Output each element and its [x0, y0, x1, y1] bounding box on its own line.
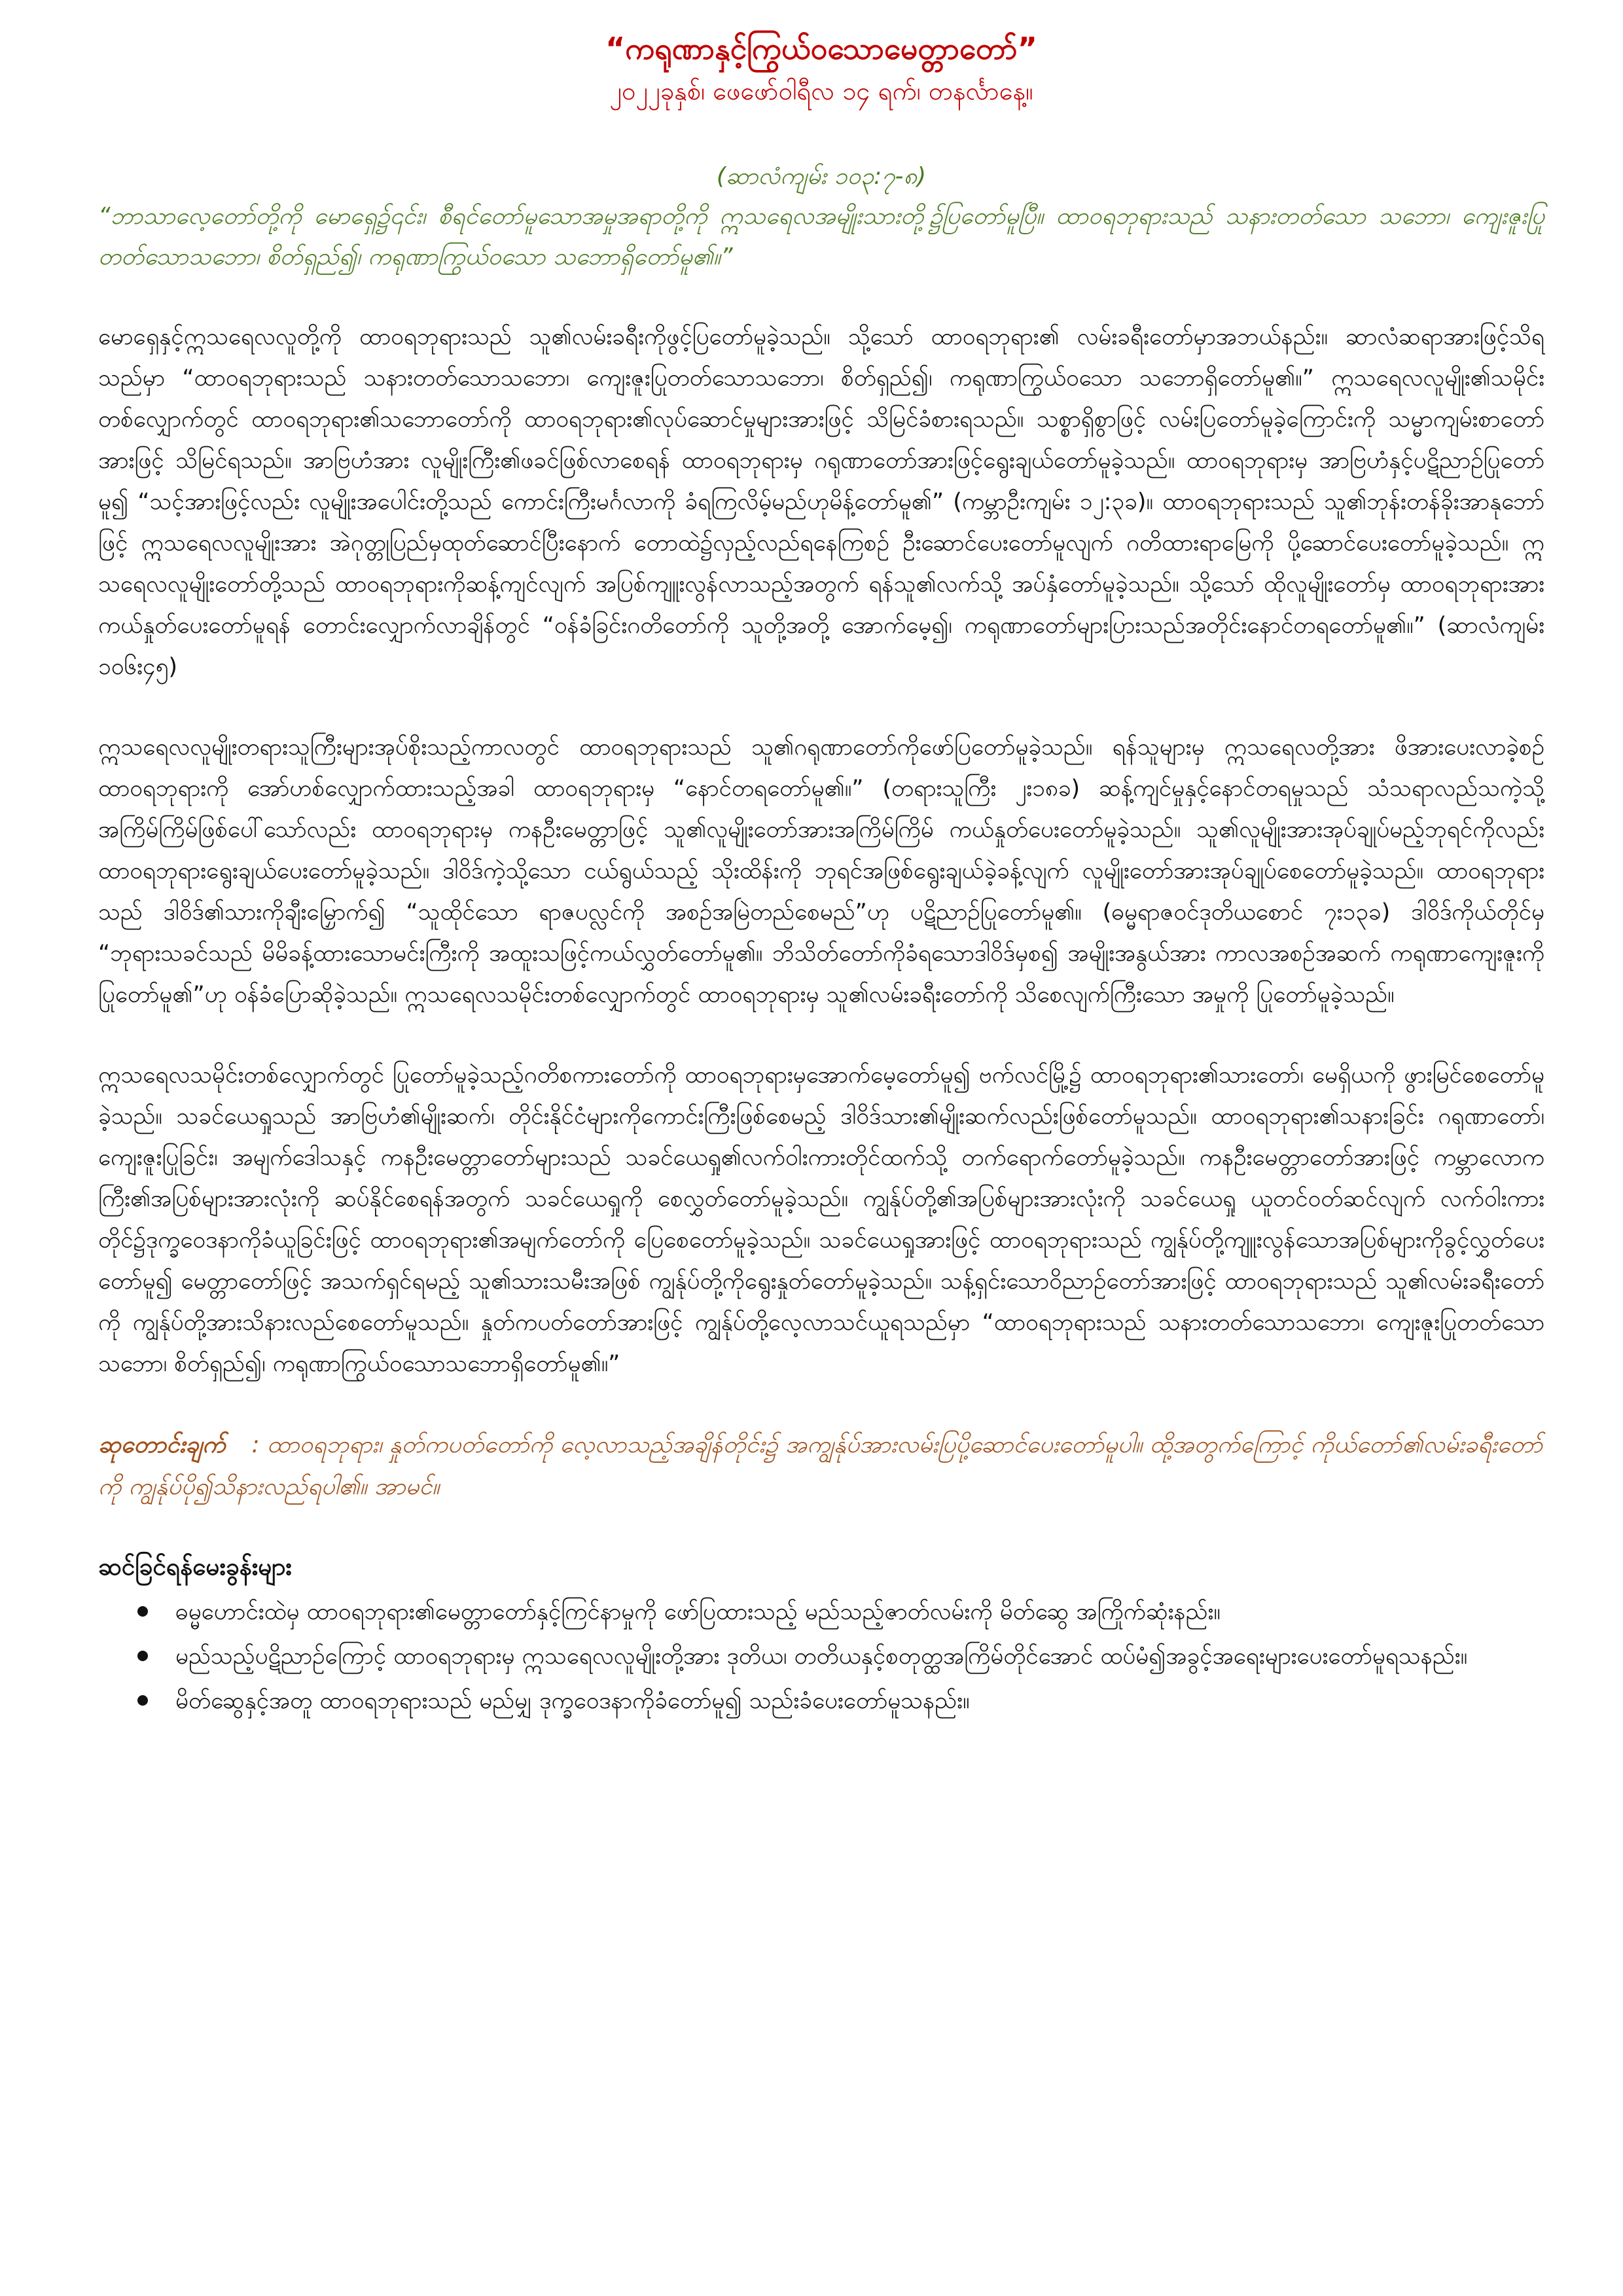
prayer: [98, 1424, 1544, 1508]
prayer-text: : ထာဝရဘုရား၊ နှုတ်ကပတ်တော်ကို လေ့လာသည့်အချိန်တိုင်း၌ အကျွန်ုပ်အားလမ်းပြပို့ဆောင်ပေးတော်မူပါ။ ထို့အတွက်ကြောင့် ကိုယ်တော်၏လမ်းခရီးတော်ကို ကျွန်ုပ်ပို၍သိနားလည်ရပါ၏။ အာမင်။: [98, 1431, 1543, 1500]
body-paragraph-1: မောရှေနှင့်ဣသရေလလူတို့ကို ထာဝရဘုရားသည် သူ၏လမ်းခရီးကိုဖွင့်ပြတော်မူခဲ့သည်။ သို့သော် ထာဝရဘုရား၏ လမ်းခရီးတော်မှာအဘယ်နည်း။ ဆာလံဆရာအားဖြင့်သိရသည်မှာ “ထာဝရဘုရားသည် သနားတတ်သောသဘော၊ ကျေးဇူးပြုတတ်သောသဘော၊ စိတ်ရှည်၍၊ ကရုဏာကြွယ်ဝသော သဘောရှိတော်မူ၏။” ဣသရေလလူမျိုး၏သမိုင်းတစ်လျှောက်တွင် ထာဝရဘုရား၏သဘောတော်ကို ထာဝရဘုရား၏လုပ်ဆောင်မှုများအားဖြင့် သိမြင်ခံစားရသည်။ သစ္စာရှိစွာဖြင့် လမ်းပြတော်မူခဲ့ကြောင်းကို သမ္မာကျမ်းစာတော်အားဖြင့် သိမြင်ရသည်။ အာဗြဟံအား လူမျိုးကြီး၏ဖခင်ဖြစ်လာစေရန် ထာဝရဘုရားမှ ဂရုဏာတော်အားဖြင့်ရွေးချယ်တော်မူခဲ့သည်။ ထာဝရဘုရားမှ အာဗြဟံနှင့်ပဋိညာဉ်ပြုတော်မူ၍ “သင့်အားဖြင့်လည်း လူမျိုးအပေါင်းတို့သည် ကောင်းကြီးမင်္ဂလာကို ခံရကြလိမ့်မည်ဟုမိန့်တော်မူ၏” (ကမ္ဘာဦးကျမ်း ၁၂:၃ခ)။ ထာဝရဘုရားသည် သူ၏ဘုန်းတန်ခိုးအာနုဘော်ဖြင့် ဣသရေလလူမျိုးအား အဲဂုတ္တုပြည်မှထုတ်ဆောင်ပြီးနောက် တောထဲ၌လှည့်လည်ရနေကြစဉ် ဦးဆောင်ပေးတော်မူလျက် ဂတိထားရာမြေကို ပို့ဆောင်ပေးတော်မူခဲ့သည်။ ဣသရေလလူမျိုးတော်တို့သည် ထာဝရဘုရားကိုဆန့်ကျင်လျက် အပြစ်ကျူးလွန်လာသည့်အတွက် ရန်သူ၏လက်သို့ အပ်နှံတော်မူခဲ့သည်။ သို့သော် ထိုလူမျိုးတော်မှ ထာဝရဘုရားအားကယ်နှုတ်ပေးတော်မူရန် တောင်းလျှောက်လာချိန်တွင် “ဝန်ခံခြင်းဂတိတော်ကို သူတို့အတို့ အောက်မေ့၍၊ ကရုဏာတော်များပြားသည်အတိုင်းနောင်တရတော်မူ၏။” (ဆာလံကျမ်း ၁၀၆း၄၅): [98, 324, 1544, 680]
verse-text: “ဘာသာလေ့တော်တို့ကို မောရှေ၌၎င်း၊ စီရင်တော်မူသောအမှုအရာတို့ကို ဣသရေလအမျိုးသားတို့၌ပြတော်မူပြီ။ ထာဝရဘုရားသည် သနားတတ်သော သဘော၊ ကျေးဇူးပြုတတ်သောသဘော၊ စိတ်ရှည်၍၊ ကရုဏာကြွယ်ဝသော သဘောရှိတော်မူ၏။”: [98, 203, 1544, 270]
page-title: “ကရုဏာနှင့်ကြွယ်ဝသောမေတ္တာတော်”: [605, 31, 1037, 66]
date-line: ၂၀၂၂ခုနှစ်၊ ဖေဖော်ဝါရီလ ၁၄ ရက်၊ တနင်္လာနေ့။: [609, 77, 1033, 105]
question-text: မည်သည့်ပဋိညာဉ်ကြောင့် ထာဝရဘုရားမှ ဣသရေလလူမျိုးတို့အား ဒုတိယ၊ တတိယနှင့်စတုတ္ထအကြိမ်တိုင်အောင် ထပ်မံ၍အခွင့်အရေးများပေးတော်မူရသနည်း။: [175, 1643, 1468, 1670]
bullet-icon: [137, 1651, 148, 1661]
body-paragraph-3: ဣသရေလသမိုင်းတစ်လျှောက်တွင် ပြုတော်မူခဲ့သည့်ဂတိစကားတော်ကို ထာဝရဘုရားမှအောက်မေ့တော်မူ၍ ဗက်လင်မြို့၌ ထာဝရဘုရား၏သားတော်၊ မေရှိယကို ဖွားမြင်စေတော်မူခဲ့သည်။ သခင်ယေရှုသည် အာဗြဟံ၏မျိုးဆက်၊ တိုင်းနိုင်ငံများကိုကောင်းကြီးဖြစ်စေမည့် ဒါဝိဒ်သား၏မျိုးဆက်လည်းဖြစ်တော်မူသည်။ ထာဝရဘုရား၏သနားခြင်း ဂရုဏာတော်၊ ကျေးဇူးပြုခြင်း၊ အမျက်ဒေါသနှင့် ကနဦးမေတ္တာတော်များသည် သခင်ယေရှု၏လက်ဝါးကားတိုင်ထက်သို့ တက်ရောက်တော်မူခဲ့သည်။ ကနဦးမေတ္တာတော်အားဖြင့် ကမ္ဘာလောကကြီး၏အပြစ်များအားလုံးကို ဆပ်နိုင်စေရန်အတွက် သခင်ယေရှုကို စေလွှတ်တော်မူခဲ့သည်။ ကျွန်ုပ်တို့၏အပြစ်များအားလုံးကို သခင်ယေရှု ယူတင်ဝတ်ဆင်လျက် လက်ဝါးကားတိုင်၌ဒုက္ခဝေဒနာကိုခံယူခြင်းဖြင့် ထာဝရဘုရား၏အမျက်တော်ကို ပြေစေတော်မူခဲ့သည်။ သခင်ယေရှုအားဖြင့် ထာဝရဘုရားသည် ကျွန်ုပ်တို့ကျူးလွန်သောအပြစ်များကိုခွင့်လွှတ်ပေးတော်မူ၍ မေတ္တာတော်ဖြင့် အသက်ရှင်ရမည့် သူ၏သားသမီးအဖြစ် ကျွန်ုပ်တို့ကိုရွေးနှုတ်တော်မူခဲ့သည်။ သန့်ရှင်းသောဝိညာဉ်တော်အားဖြင့် ထာဝရဘုရားသည် သူ၏လမ်းခရီးတော်ကို ကျွန်ုပ်တို့အားသိနားလည်စေတော်မူသည်။ နှုတ်ကပတ်တော်အားဖြင့် ကျွန်ုပ်တို့လေ့လာသင်ယူရသည်မှာ “ထာဝရဘုရားသည် သနားတတ်သောသဘော၊ ကျေးဇူးပြုတတ်သောသဘော၊ စိတ်ရှည်၍၊ ကရုဏာကြွယ်ဝသောသဘောရှိတော်မူ၏။”: [98, 1062, 1544, 1377]
question-item: [137, 1681, 1544, 1721]
question-item: [137, 1592, 1544, 1632]
verse-reference: (ဆာလံကျမ်း ၁၀၃:၇-၈): [716, 163, 927, 190]
question-item: [137, 1636, 1544, 1677]
bullet-icon: [137, 1695, 148, 1706]
question-text: မိတ်ဆွေနှင့်အတူ ထာဝရဘုရားသည် မည်မျှ ဒုက္ခဝေဒနာကိုခံတော်မူ၍ သည်းခံပေးတော်မူသနည်း။: [175, 1688, 970, 1714]
bullet-icon: [137, 1606, 148, 1617]
prayer-label: ဆုတောင်းချက်: [98, 1431, 226, 1458]
body-paragraph-2: ဣသရေလလူမျိုးတရားသူကြီးများအုပ်စိုးသည့်ကာလတွင် ထာဝရဘုရားသည် သူ၏ဂရုဏာတော်ကိုဖော်ပြတော်မူခဲ့သည်။ ရန်သူများမှ ဣသရေလတို့အား ဖိအားပေးလာခဲ့စဉ် ထာဝရဘုရားကို အော်ဟစ်လျှောက်ထားသည့်အခါ ထာဝရဘုရားမှ “နောင်တရတော်မူ၏။” (တရားသူကြီး ၂း၁၈ခ) ဆန့်ကျင်မှုနှင့်နောင်တရမှုသည် သံသရာလည်သကဲ့သို့ အကြိမ်ကြိမ်ဖြစ်ပေါ်သော်လည်း ထာဝရဘုရားမှ ကနဦးမေတ္တာဖြင့် သူ၏လူမျိုးတော်အားအကြိမ်ကြိမ် ကယ်နှုတ်ပေးတော်မူခဲ့သည်။ သူ၏လူမျိုးအားအုပ်ချုပ်မည့်ဘုရင်ကိုလည်း ထာဝရဘုရားရွေးချယ်ပေးတော်မူခဲ့သည်။ ဒါဝိဒ်ကဲ့သို့သော ငယ်ရွယ်သည့် သိုးထိန်းကို ဘုရင်အဖြစ်ရွေးချယ်ခဲ့ခန့်လျက် လူမျိုးတော်အားအုပ်ချုပ်စေတော်မူခဲ့သည်။ ထာဝရဘုရားသည် ဒါဝိဒ်၏သားကိုချီးမြှောက်၍ “သူထိုင်သော ရာဇပလ္လင်ကို အစဉ်အမြဲတည်စေမည်”ဟု ပဋိညာဉ်ပြုတော်မူ၏။ (ဓမ္မရာဇဝင်ဒုတိယစောင် ၇း၁၃ခ) ဒါဝိဒ်ကိုယ်တိုင်မှ “ဘုရားသခင်သည် မိမိခန့်ထားသောမင်းကြီးကို အထူးသဖြင့်ကယ်လွှတ်တော်မူ၏။ ဘိသိတ်တော်ကိုခံရသောဒါဝိဒ်မှစ၍ အမျိုးအနွယ်အား ကာလအစဉ်အဆက် ကရုဏာကျေးဇူးကိုပြုတော်မူ၏”ဟု ဝန်ခံပြောဆိုခဲ့သည်။ ဣသရေလသမိုင်းတစ်လျှောက်တွင် ထာဝရဘုရားမှ သူ၏လမ်းခရီးတော်ကို သိစေလျက်ကြီးသော အမှုကို ပြုတော်မူခဲ့သည်။: [98, 734, 1544, 1008]
questions-heading: ဆင်ခြင်ရန်မေးခွန်းများ: [98, 1552, 292, 1581]
questions-list: [98, 1592, 1544, 1721]
devotional-page: [98, 26, 1544, 1725]
question-text: ဓမ္မဟောင်းထဲမှ ထာဝရဘုရား၏မေတ္တာတော်နှင့်ကြင်နာမှုကို ဖော်ပြထားသည့် မည်သည့်ဇာတ်လမ်းကို မိတ်ဆွေ အကြိုက်ဆုံးနည်း။: [175, 1599, 1221, 1625]
